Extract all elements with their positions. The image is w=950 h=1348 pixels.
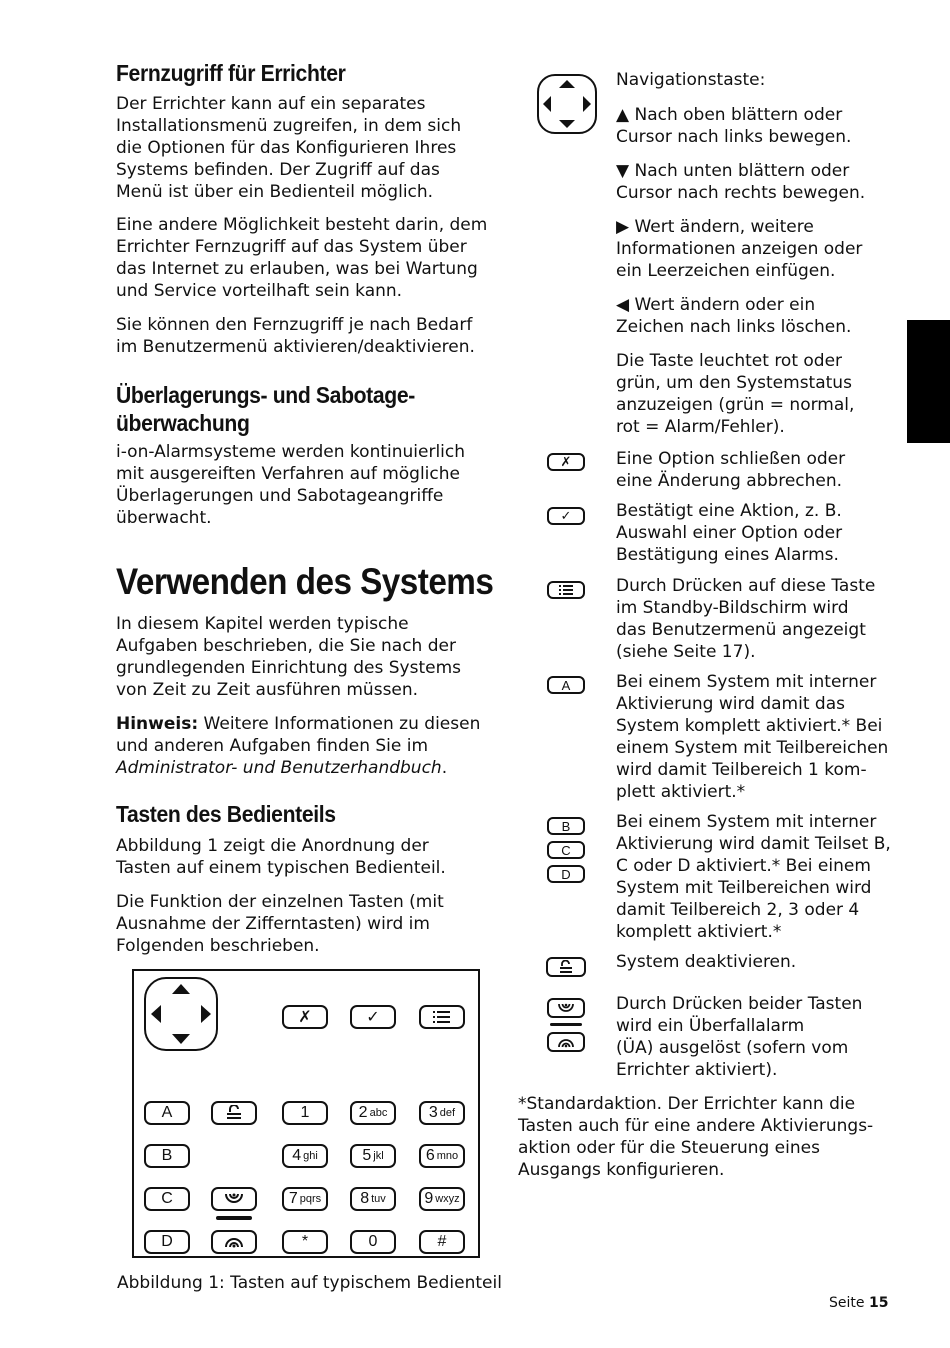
menu-list-icon bbox=[558, 584, 574, 596]
cancel-key-icon bbox=[547, 453, 585, 471]
key-9[interactable]: 9 wxyz bbox=[419, 1187, 465, 1211]
panic-key-bottom-icon bbox=[547, 1032, 585, 1052]
menu-list-icon bbox=[432, 1010, 452, 1024]
paragraph-keys-1: Abbildung 1 zeigt die Anordnung der Tasten auf einem typischen Bedienteil. bbox=[116, 836, 446, 878]
key-1[interactable]: 1 bbox=[282, 1101, 328, 1125]
panic-divider bbox=[550, 1023, 582, 1026]
nav-down-desc: ▼ Nach unten blättern oder Cursor nach rechts bewegen. bbox=[616, 161, 866, 203]
check-icon: ✓ bbox=[366, 1009, 380, 1026]
unlock-icon bbox=[225, 1105, 243, 1121]
paragraph-use: In diesem Kapitel werden typische Aufgaben beschrieben, die Sie nach der grundlegenden Einrichtung des Systems von Zeit zu Zeit ausführen müssen. bbox=[116, 614, 461, 700]
note-end: . bbox=[441, 758, 448, 778]
page-label: Seite bbox=[829, 1295, 869, 1311]
navigation-arrows-icon bbox=[539, 76, 595, 132]
panic-key-bottom[interactable] bbox=[211, 1230, 257, 1254]
chapter-tab-marker bbox=[907, 320, 950, 443]
key-d[interactable]: D bbox=[144, 1230, 190, 1254]
key-4[interactable]: 4 ghi bbox=[282, 1144, 328, 1168]
note-text-2: und anderen Aufgaben finden Sie im bbox=[116, 736, 429, 756]
cancel-desc: Eine Option schließen oder eine Änderung abbrechen. bbox=[616, 449, 846, 491]
paragraph-keys-2: Die Funktion der einzelnen Tasten (mit Ausnahme der Zifferntasten) wird im Folgenden beschrieben. bbox=[116, 892, 444, 956]
panic-divider bbox=[216, 1216, 252, 1220]
note-label: Hinweis: bbox=[116, 714, 199, 734]
heading-sabotage: Überlagerungs- und Sabotage- überwachung bbox=[116, 382, 415, 436]
key-c[interactable]: C bbox=[144, 1187, 190, 1211]
key-b[interactable]: B bbox=[144, 1144, 190, 1168]
ok-key[interactable] bbox=[350, 1005, 396, 1029]
key-6[interactable]: 6 mno bbox=[419, 1144, 465, 1168]
key-d-icon: D bbox=[547, 865, 585, 883]
ok-desc: Bestätigt eine Aktion, z. B. Auswahl einer Option oder Bestätigung eines Alarms. bbox=[616, 501, 843, 565]
paragraph-note bbox=[116, 713, 480, 779]
cancel-key[interactable] bbox=[282, 1005, 328, 1029]
page-number bbox=[829, 1295, 888, 1311]
unlock-icon bbox=[558, 960, 574, 974]
key-a-icon: A bbox=[547, 676, 585, 694]
cancel-icon: ✗ bbox=[298, 1009, 312, 1026]
heading-remote-access: Fernzugriff für Errichter bbox=[116, 60, 346, 86]
bcd-desc: Bei einem System mit interner Aktivierung wird damit Teilset B, C oder D aktiviert.* Bei einem System mit Teilbereichen wird damit Teilbereich 2, 3 oder 4 komplett aktiviert.* bbox=[616, 812, 891, 942]
nav-key-icon bbox=[537, 74, 597, 134]
key-c-icon: C bbox=[547, 841, 585, 859]
menu-desc: Durch Drücken auf diese Taste im Standby-Bildschirm wird das Benutzermenü angezeigt (siehe Seite 17). bbox=[616, 576, 876, 662]
heading-keypad-keys: Tasten des Bedienteils bbox=[116, 801, 336, 827]
key-7[interactable]: 7 pqrs bbox=[282, 1187, 328, 1211]
key-8[interactable]: 8 tuv bbox=[350, 1187, 396, 1211]
a-desc: Bei einem System mit interner Aktivierung wird damit das System komplett aktiviert.* Bei einem System mit Teilbereichen wird damit Teilbereich 1 kom- plett aktiviert.* bbox=[616, 672, 889, 802]
key-5[interactable]: 5 jkl bbox=[350, 1144, 396, 1168]
menu-key-icon bbox=[547, 581, 585, 599]
page-number-value: 15 bbox=[868, 1295, 889, 1311]
navigation-key[interactable] bbox=[144, 977, 218, 1051]
paragraph-remote-1: Der Errichter kann auf ein separates Installationsmenü zugreifen, in dem sich die Optionen für das Konfigurieren Ihres Systems befinden. Der Zugriff auf das Menü ist über ein Bedienteil möglich. bbox=[116, 94, 462, 202]
key-hash[interactable]: # bbox=[419, 1230, 465, 1254]
nav-left-desc: ◀ Wert ändern oder ein Zeichen nach links löschen. bbox=[616, 295, 852, 337]
key-a[interactable]: A bbox=[144, 1101, 190, 1125]
nav-right-desc: ▶ Wert ändern, weitere Informationen anzeigen oder ein Leerzeichen einfügen. bbox=[616, 217, 863, 281]
key-b-icon: B bbox=[547, 817, 585, 835]
navigation-arrows-icon bbox=[146, 979, 216, 1049]
key-3[interactable]: 3 def bbox=[419, 1101, 465, 1125]
footnote: *Standardaktion. Der Errichter kann die Tasten auch für eine andere Aktivierungs- aktion oder für die Steuerung eines Ausgangs konfigurieren. bbox=[518, 1094, 874, 1180]
paragraph-sabotage: i-on-Alarmsysteme werden kontinuierlich mit ausgereiften Verfahren auf mögliche Überlagerungen und Sabotageangriffe überwacht. bbox=[116, 442, 466, 528]
unset-key-icon bbox=[546, 957, 586, 977]
figure-caption: Abbildung 1: Tasten auf typischem Bedienteil bbox=[117, 1273, 502, 1293]
ok-key-icon bbox=[547, 507, 585, 525]
cancel-icon: ✗ bbox=[560, 454, 572, 469]
panic-key-top-icon bbox=[547, 998, 585, 1018]
check-icon: ✓ bbox=[560, 508, 572, 523]
paragraph-remote-2: Eine andere Möglichkeit besteht darin, dem Errichter Fernzugriff auf das System über das Internet zu erlauben, was bei Wartung und Service vorteilhaft sein kann. bbox=[116, 215, 488, 301]
nav-up-desc: ▲ Nach oben blättern oder Cursor nach links bewegen. bbox=[616, 105, 852, 147]
key-0[interactable]: 0 bbox=[350, 1230, 396, 1254]
panic-wave-up-icon bbox=[224, 1235, 244, 1249]
heading-use-system: Verwenden des Systems bbox=[116, 561, 494, 602]
paragraph-remote-3: Sie können den Fernzugriff je nach Bedarf im Benutzermenü aktivieren/deaktivieren. bbox=[116, 315, 475, 357]
key-star[interactable]: * bbox=[282, 1230, 328, 1254]
panic-wave-down-icon bbox=[557, 1002, 575, 1014]
panic-desc: Durch Drücken beider Tasten wird ein Überfallalarm (ÜA) ausgelöst (sofern vom Errichter aktiviert). bbox=[616, 994, 863, 1080]
nav-led-desc: Die Taste leuchtet rot oder grün, um den Systemstatus anzuzeigen (grün = normal, rot = Alarm/Fehler). bbox=[616, 351, 855, 437]
note-text-1: Weitere Informationen zu diesen bbox=[198, 714, 481, 734]
unset-desc: System deaktivieren. bbox=[616, 952, 797, 972]
keypad-figure bbox=[132, 969, 480, 1258]
note-book-title: Administrator- und Benutzerhandbuch bbox=[116, 758, 442, 778]
menu-key[interactable] bbox=[419, 1005, 465, 1029]
panic-key-top[interactable] bbox=[211, 1187, 257, 1211]
panic-wave-down-icon bbox=[224, 1192, 244, 1206]
key-2[interactable]: 2 abc bbox=[350, 1101, 396, 1125]
panic-wave-up-icon bbox=[557, 1036, 575, 1048]
unset-key[interactable] bbox=[211, 1101, 257, 1125]
nav-title: Navigationstaste: bbox=[616, 70, 766, 90]
